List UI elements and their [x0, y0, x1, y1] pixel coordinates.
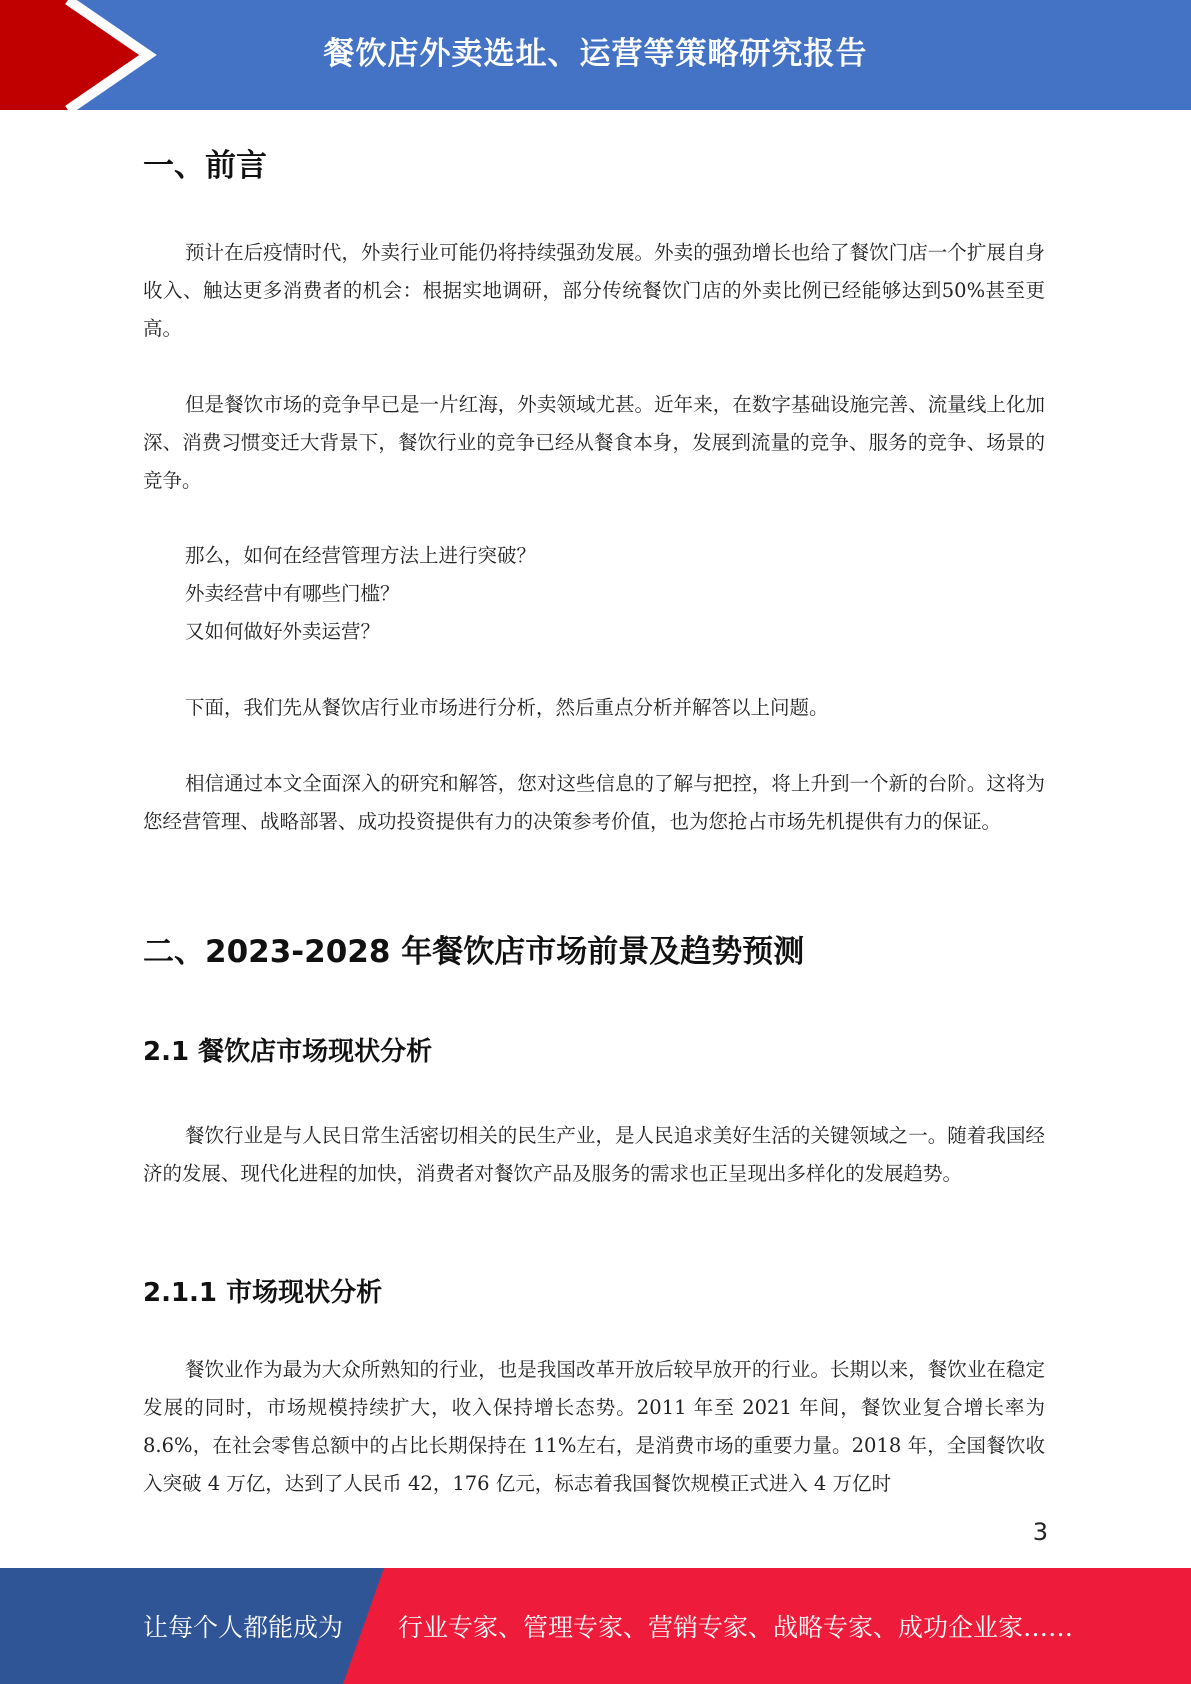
subsection-heading-2-1: 2.1 餐饮店市场现状分析 [143, 1037, 433, 1067]
preface-paragraph-1: 预计在后疫情时代，外卖行业可能仍将持续强劲发展。外卖的强劲增长也给了餐饮门店一个扩展自身收入、触达更多消费者的机会：根据实地调研，部分传统餐饮门店的外卖比例已经能够达到50%甚至更高。 [143, 241, 1045, 340]
footer-slogan-right: 行业专家、管理专家、营销专家、战略专家、成功企业家…… [398, 1613, 1074, 1642]
preface-paragraph-2: 但是餐饮市场的竞争早已是一片红海，外卖领域尤甚。近年来，在数字基础设施完善、流量线上化加深、消费习惯变迁大背景下，餐饮行业的竞争已经从餐食本身，发展到流量的竞争、服务的竞争、场景的竞争。 [143, 393, 1045, 492]
subsection-2-1-paragraph: 餐饮行业是与人民日常生活密切相关的民生产业，是人民追求美好生活的关键领域之一。随着我国经济的发展、现代化进程的加快，消费者对餐饮产品及服务的需求也正呈现出多样化的发展趋势。 [143, 1124, 1045, 1185]
footer-slogan-left: 让每个人都能成为 [143, 1613, 344, 1642]
question-3: 又如何做好外卖运营？ [185, 620, 381, 643]
section-heading-market-forecast: 二、2023-2028 年餐饮店市场前景及趋势预测 [143, 934, 805, 970]
report-title: 餐饮店外卖选址、运营等策略研究报告 [323, 35, 868, 72]
question-2: 外卖经营中有哪些门槛？ [185, 582, 400, 605]
footer-banner [0, 1568, 1191, 1684]
preface-paragraph-3: 下面，我们先从餐饮店行业市场进行分析，然后重点分析并解答以上问题。 [185, 696, 829, 719]
section-heading-preface: 一、前言 [143, 148, 267, 184]
page-number: 3 [1032, 1518, 1048, 1546]
question-1: 那么，如何在经营管理方法上进行突破？ [185, 544, 537, 567]
header-banner [0, 0, 1191, 110]
subsection-2-1-1-paragraph: 餐饮业作为最为大众所熟知的行业，也是我国改革开放后较早放开的行业。长期以来，餐饮业在稳定发展的同时，市场规模持续扩大，收入保持增长态势。2011 年至 2021 年间，餐饮业复合增长率为 8.6%，在社会零售总额中的占比长期保持在 11%左右，是消费市场的重要力量。2018 年，全国餐饮收入突破 4 万亿，达到了人民币 42，176 亿元，标志着我国餐饮规模正式进入 4 万亿时 [143, 1358, 1045, 1495]
preface-paragraph-4: 相信通过本文全面深入的研究和解答，您对这些信息的了解与把控，将上升到一个新的台阶。这将为您经营管理、战略部署、成功投资提供有力的决策参考价值，也为您抢占市场先机提供有力的保证。 [143, 772, 1045, 833]
subsection-heading-2-1-1: 2.1.1 市场现状分析 [143, 1278, 383, 1308]
